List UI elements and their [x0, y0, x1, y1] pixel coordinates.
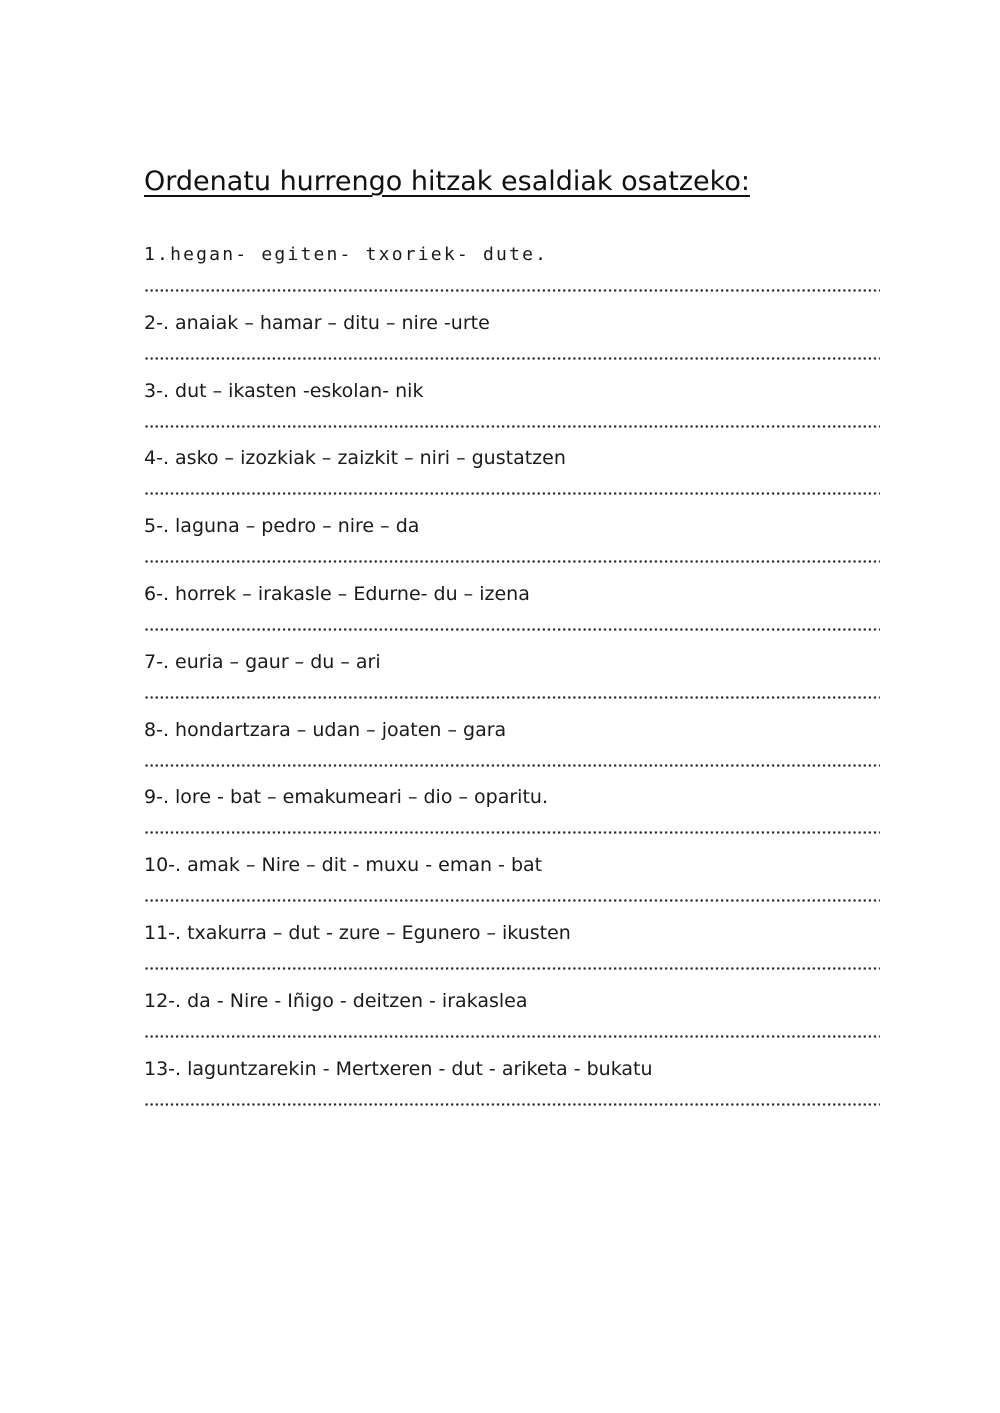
- exercise-item-1: [144, 234, 880, 302]
- answer-line[interactable]: [144, 357, 880, 360]
- exercise-prompt: 11-. txakurra – dut - zure – Egunero – ikusten: [144, 921, 571, 944]
- exercise-prompt: 5-. laguna – pedro – nire – da: [144, 515, 420, 538]
- answer-line[interactable]: [144, 764, 880, 767]
- exercise-prompt: 13-. laguntzarekin - Mertxeren - dut - ariketa - bukatu: [144, 1057, 653, 1080]
- exercise-prompt: 3-. dut – ikasten -eskolan- nik: [144, 379, 424, 402]
- worksheet-title: Ordenatu hurrengo hitzak esaldiak osatzeko:: [144, 166, 750, 197]
- exercise-prompt: 8-. hondartzara – udan – joaten – gara: [144, 718, 507, 741]
- exercise-item-5: [144, 505, 880, 573]
- exercise-prompt: 12-. da - Nire - Iñigo - deitzen - irakaslea: [144, 989, 528, 1012]
- answer-line[interactable]: [144, 560, 880, 563]
- answer-line[interactable]: [144, 1103, 880, 1106]
- exercise-item-2: [144, 302, 880, 370]
- answer-line[interactable]: [144, 899, 880, 902]
- exercise-item-6: [144, 573, 880, 641]
- exercise-item-7: [144, 641, 880, 709]
- exercise-item-9: [144, 776, 880, 844]
- exercise-prompt: 4-. asko – izozkiak – zaizkit – niri – gustatzen: [144, 447, 566, 470]
- exercise-item-8: [144, 709, 880, 777]
- exercise-item-11: [144, 912, 880, 980]
- exercise-prompt: 10-. amak – Nire – dit - muxu - eman - bat: [144, 854, 543, 877]
- exercise-item-3: [144, 370, 880, 438]
- exercise-prompt: 9-. lore - bat – emakumeari – dio – oparitu.: [144, 786, 548, 809]
- answer-line[interactable]: [144, 492, 880, 495]
- exercise-prompt: 1.hegan- egiten- txoriek- dute.: [144, 244, 549, 265]
- exercise-item-12: [144, 980, 880, 1048]
- answer-line[interactable]: [144, 628, 880, 631]
- answer-line[interactable]: [144, 831, 880, 834]
- answer-line[interactable]: [144, 289, 880, 292]
- exercise-item-13: [144, 1048, 880, 1116]
- answer-line[interactable]: [144, 1035, 880, 1038]
- exercise-prompt: 7-. euria – gaur – du – ari: [144, 650, 381, 673]
- exercise-item-4: [144, 437, 880, 505]
- exercise-item-10: [144, 844, 880, 912]
- answer-line[interactable]: [144, 425, 880, 428]
- exercise-prompt: 6-. horrek – irakasle – Edurne- du – izena: [144, 582, 530, 605]
- answer-line[interactable]: [144, 696, 880, 699]
- exercise-prompt: 2-. anaiak – hamar – ditu – nire -urte: [144, 311, 490, 334]
- exercise-list: [144, 234, 880, 1115]
- answer-line[interactable]: [144, 967, 880, 970]
